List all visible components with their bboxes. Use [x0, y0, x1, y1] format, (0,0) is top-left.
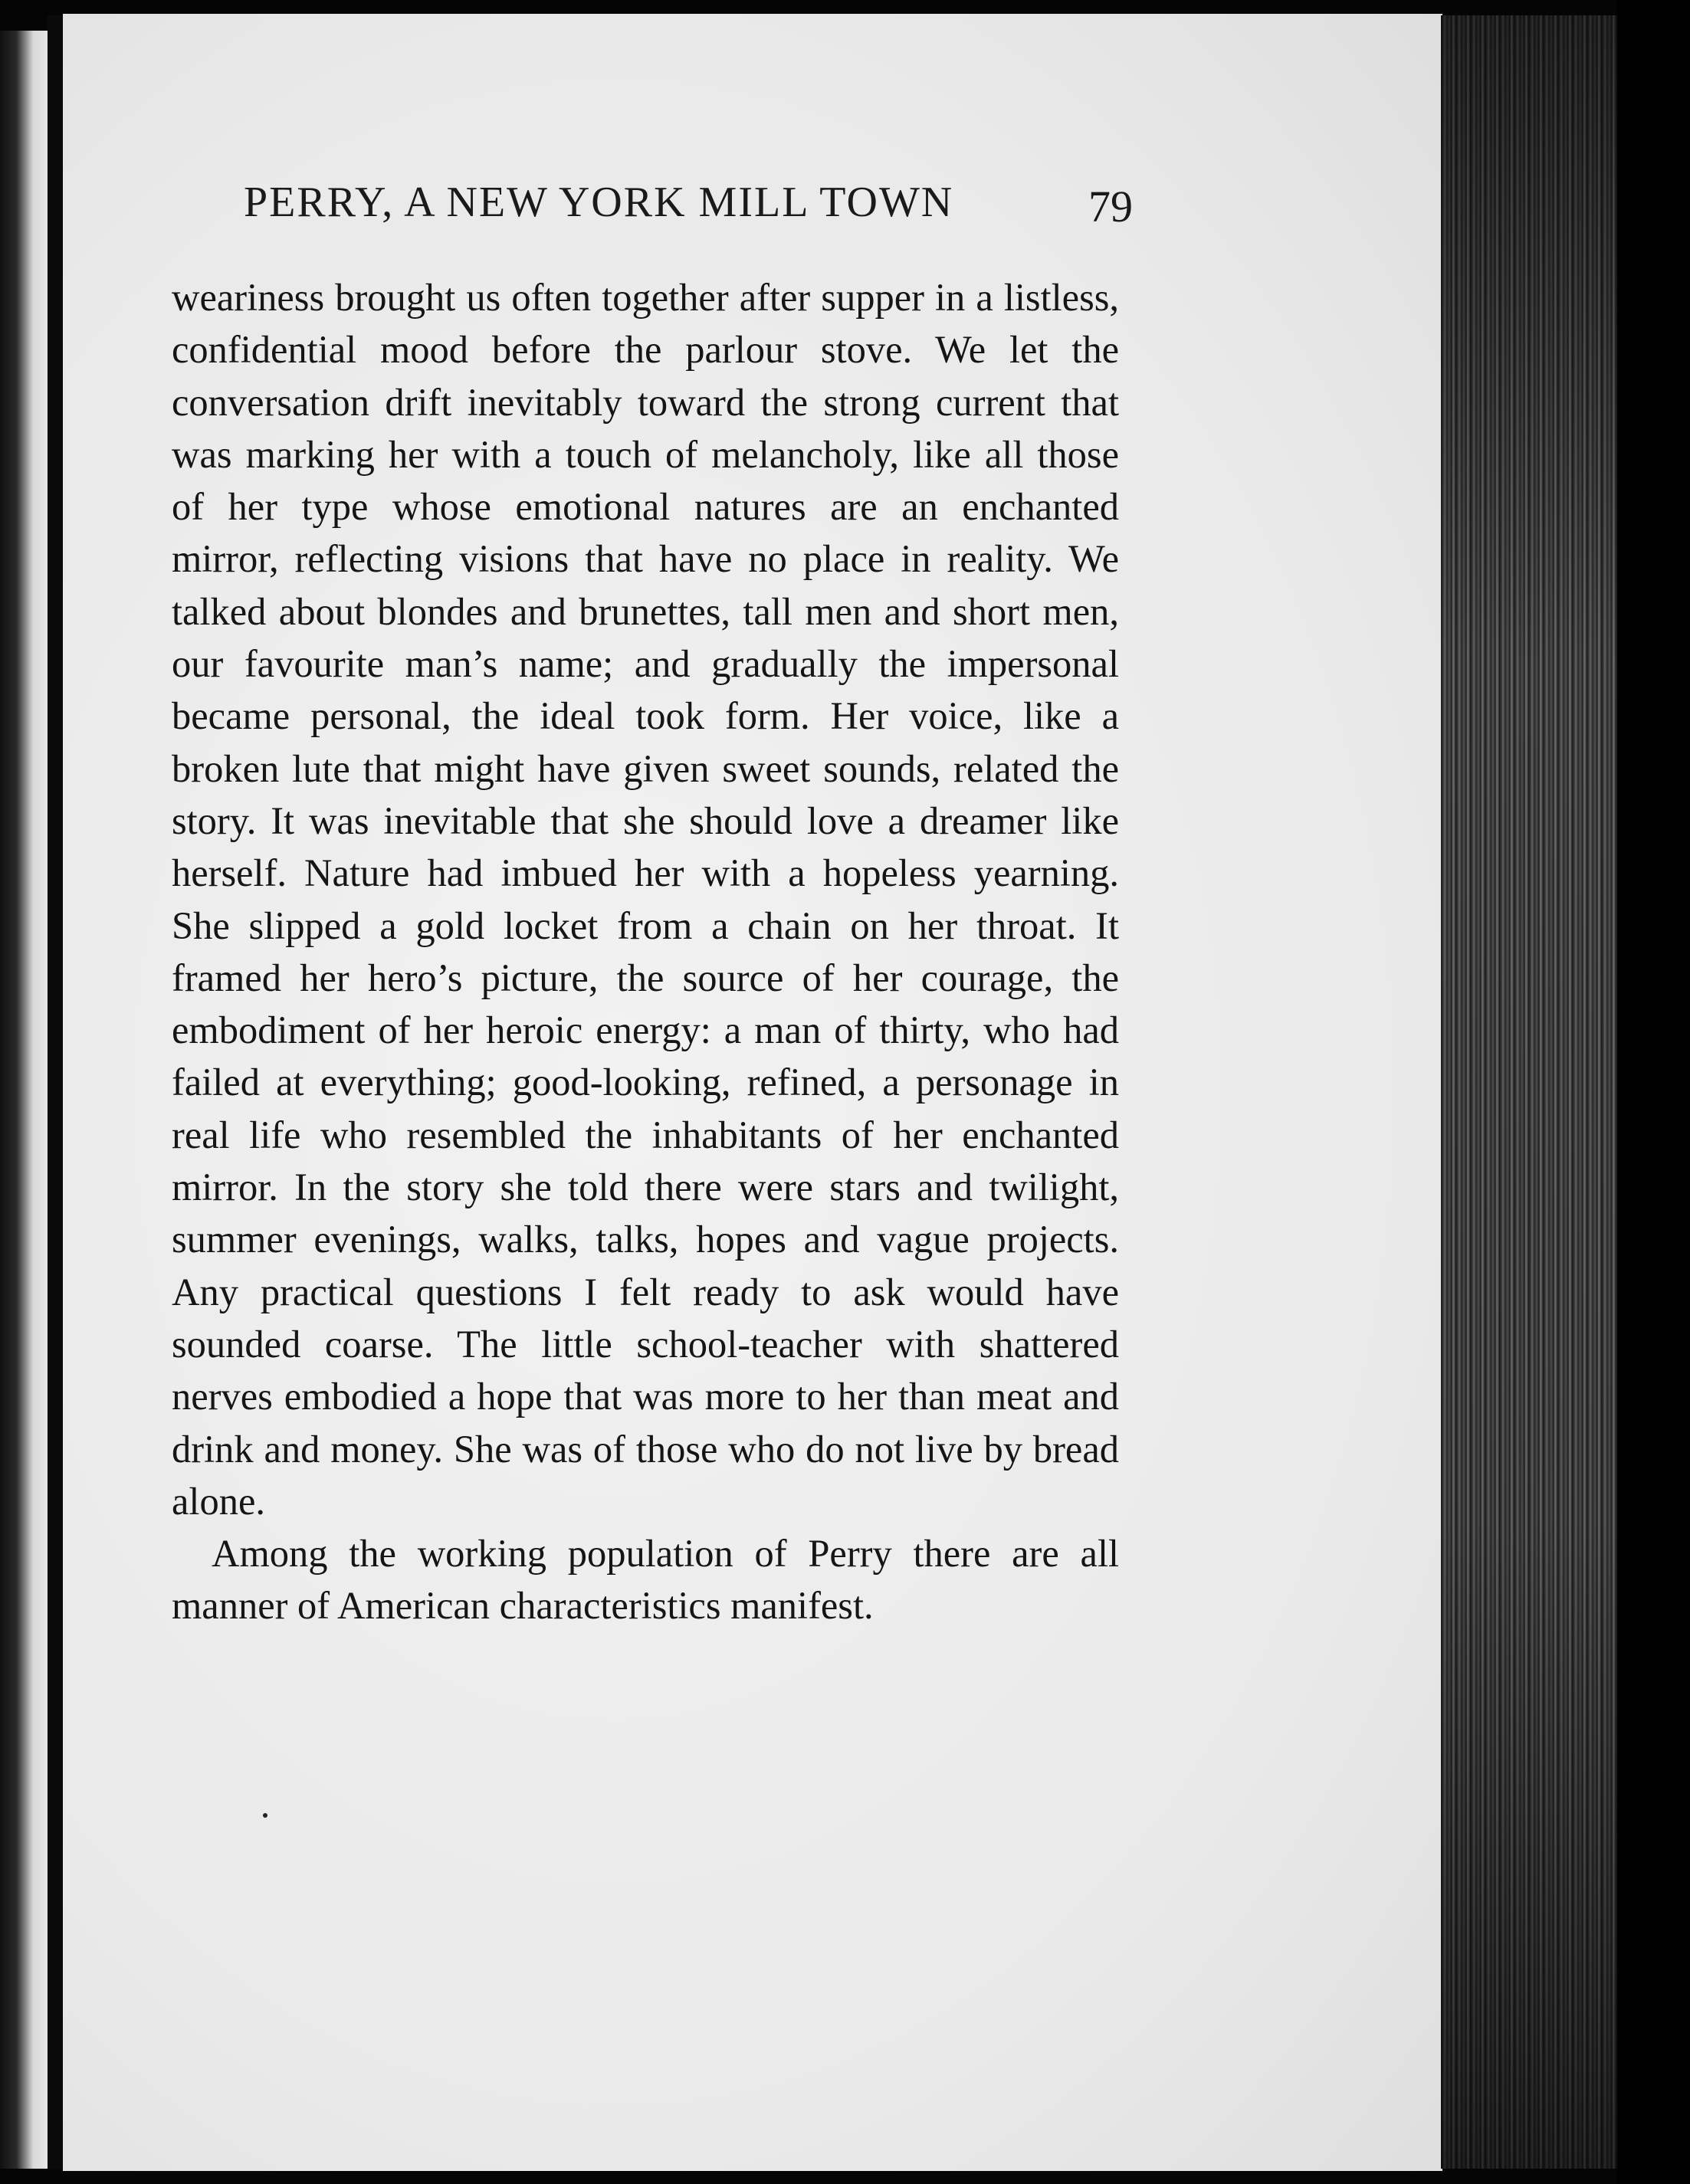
book-gutter [48, 15, 63, 2169]
paragraph: Among the working population of Perry there are all manner of American characteristics manifest. [172, 1532, 1119, 1628]
body-text [172, 271, 1119, 1632]
paragraph: weariness brought us often together after supper in a listless, confidential mood before the parlour stove. We let the conversation drift inevitably toward the strong current that was marking her with a touch of melancholy, like all those of her type whose emotional natures are an enchanted mirror, reflecting visions that have no place in reality. We talked about blondes and brunettes, tall men and short men, our favourite man’s name; and gradually the impersonal became personal, the ideal took form. Her voice, like a broken lute that might have given sweet sounds, related the story. It was inevitable that she should love a dreamer like herself. Nature had imbued her with a hopeless yearning. She slipped a gold locket from a chain on her throat. It framed her hero’s picture, the source of her courage, the embodiment of her heroic energy: a man of thirty, who had failed at everything; good-looking, refined, a personage in real life who resembled the inhabitants of her enchanted mirror. In the story she told there were stars and twilight, summer evenings, walks, talks, hopes and vague projects. Any practical questions I felt ready to ask would have sounded coarse. The little school-teacher with shattered nerves embodied a hope that was more to her than meat and drink and money. She was of those who do not live by bread alone. [172, 276, 1119, 1523]
ink-speck [263, 1813, 267, 1818]
left-page-edge [0, 31, 48, 2169]
scan-background [1617, 0, 1690, 2184]
running-head-title: PERRY, A NEW YORK MILL TOWN [244, 179, 954, 226]
fore-edge-shadow [1441, 15, 1617, 2169]
running-head [244, 178, 1133, 239]
page-number: 79 [1088, 182, 1133, 231]
